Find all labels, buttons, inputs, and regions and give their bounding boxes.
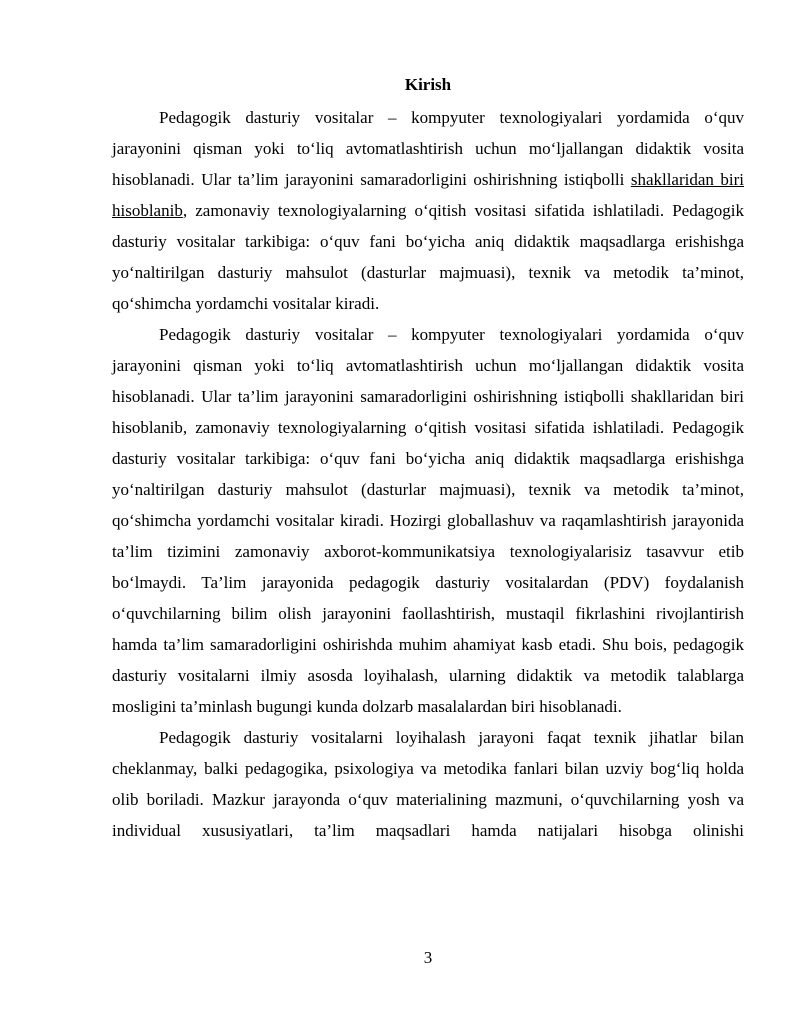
paragraph-2: Pedagogik dasturiy vositalar – kompyuter texnologiyalari yordamida o‘quv jarayonini qisman yoki to‘liq avtomatlashtirish uchun mo‘ljallangan didaktik vosita hisoblanadi. Ular ta’lim jarayonini samaradorligini oshirishning istiqbolli shakllaridan biri hisoblanib, zamonaviy texnologiyalarning o‘qitish vositasi sifatida ishlatiladi. Pedagogik dasturiy vositalar tarkibiga: o‘quv fani bo‘yicha aniq didaktik maqsadlarga erishishga yo‘naltirilgan dasturiy mahsulot (dasturlar majmuasi), texnik va metodik ta’minot, qo‘shimcha yordamchi vositalar kiradi. Hozirgi globallashuv va raqamlashtirish jarayonida ta’lim tizimini zamonaviy axborot-kommunikatsiya texnologiyalarisiz tasavvur etib bo‘lmaydi. Ta’lim jarayonida pedagogik dasturiy vositalardan (PDV) foydalanish o‘quvchilarning bilim olish jarayonini faollashtirish, mustaqil fikrlashini rivojlantirish hamda ta’lim samaradorligini oshirishda muhim ahamiyat kasb etadi. Shu bois, pedagogik dasturiy vositalarni ilmiy asosda loyihalash, ularning didaktik va metodik talablarga mosligini ta’minlash bugungi kunda dolzarb masalalardan biri hisoblanadi. — [112, 325, 744, 716]
page-number: 3 — [423, 948, 433, 967]
underlined-phrase: shakllaridan biri hisoblanib — [112, 170, 744, 220]
paragraph-3: Pedagogik dasturiy vositalarni loyihalash jarayoni faqat texnik jihatlar bilan cheklanmay, balki pedagogika, psixologiya va metodika fanlari bilan uzviy bog‘liq holda olib boriladi. Mazkur jarayonda o‘quv materialining mazmuni, o‘quvchilarning yosh va individual xususiyatlari, ta’lim maqsadlari hamda natijalari hisobga olinishi — [112, 728, 744, 840]
paragraph-1 — [112, 102, 744, 319]
page-title: Kirish — [404, 75, 452, 94]
paragraph-1-text-end: , zamonaviy texnologiyalarning o‘qitish vositasi sifatida ishlatiladi. Pedagogik dasturiy vositalar tarkibiga: o‘quv fani bo‘yicha aniq didaktik maqsadlarga erishishga yo‘naltirilgan dasturiy mahsulot (dasturlar majmuasi), texnik va metodik ta’minot, qo‘shimcha yordamchi vositalar kiradi. — [112, 201, 744, 313]
body-text — [112, 102, 744, 846]
paragraph-1-text-start: Pedagogik dasturiy vositalar – kompyuter texnologiyalari yordamida o‘quv jarayonini qisman yoki to‘liq avtomatlashtirish uchun mo‘ljallangan didaktik vosita hisoblanadi. Ular ta’lim jarayonini samaradorligini oshirishning istiqbolli — [112, 108, 744, 189]
